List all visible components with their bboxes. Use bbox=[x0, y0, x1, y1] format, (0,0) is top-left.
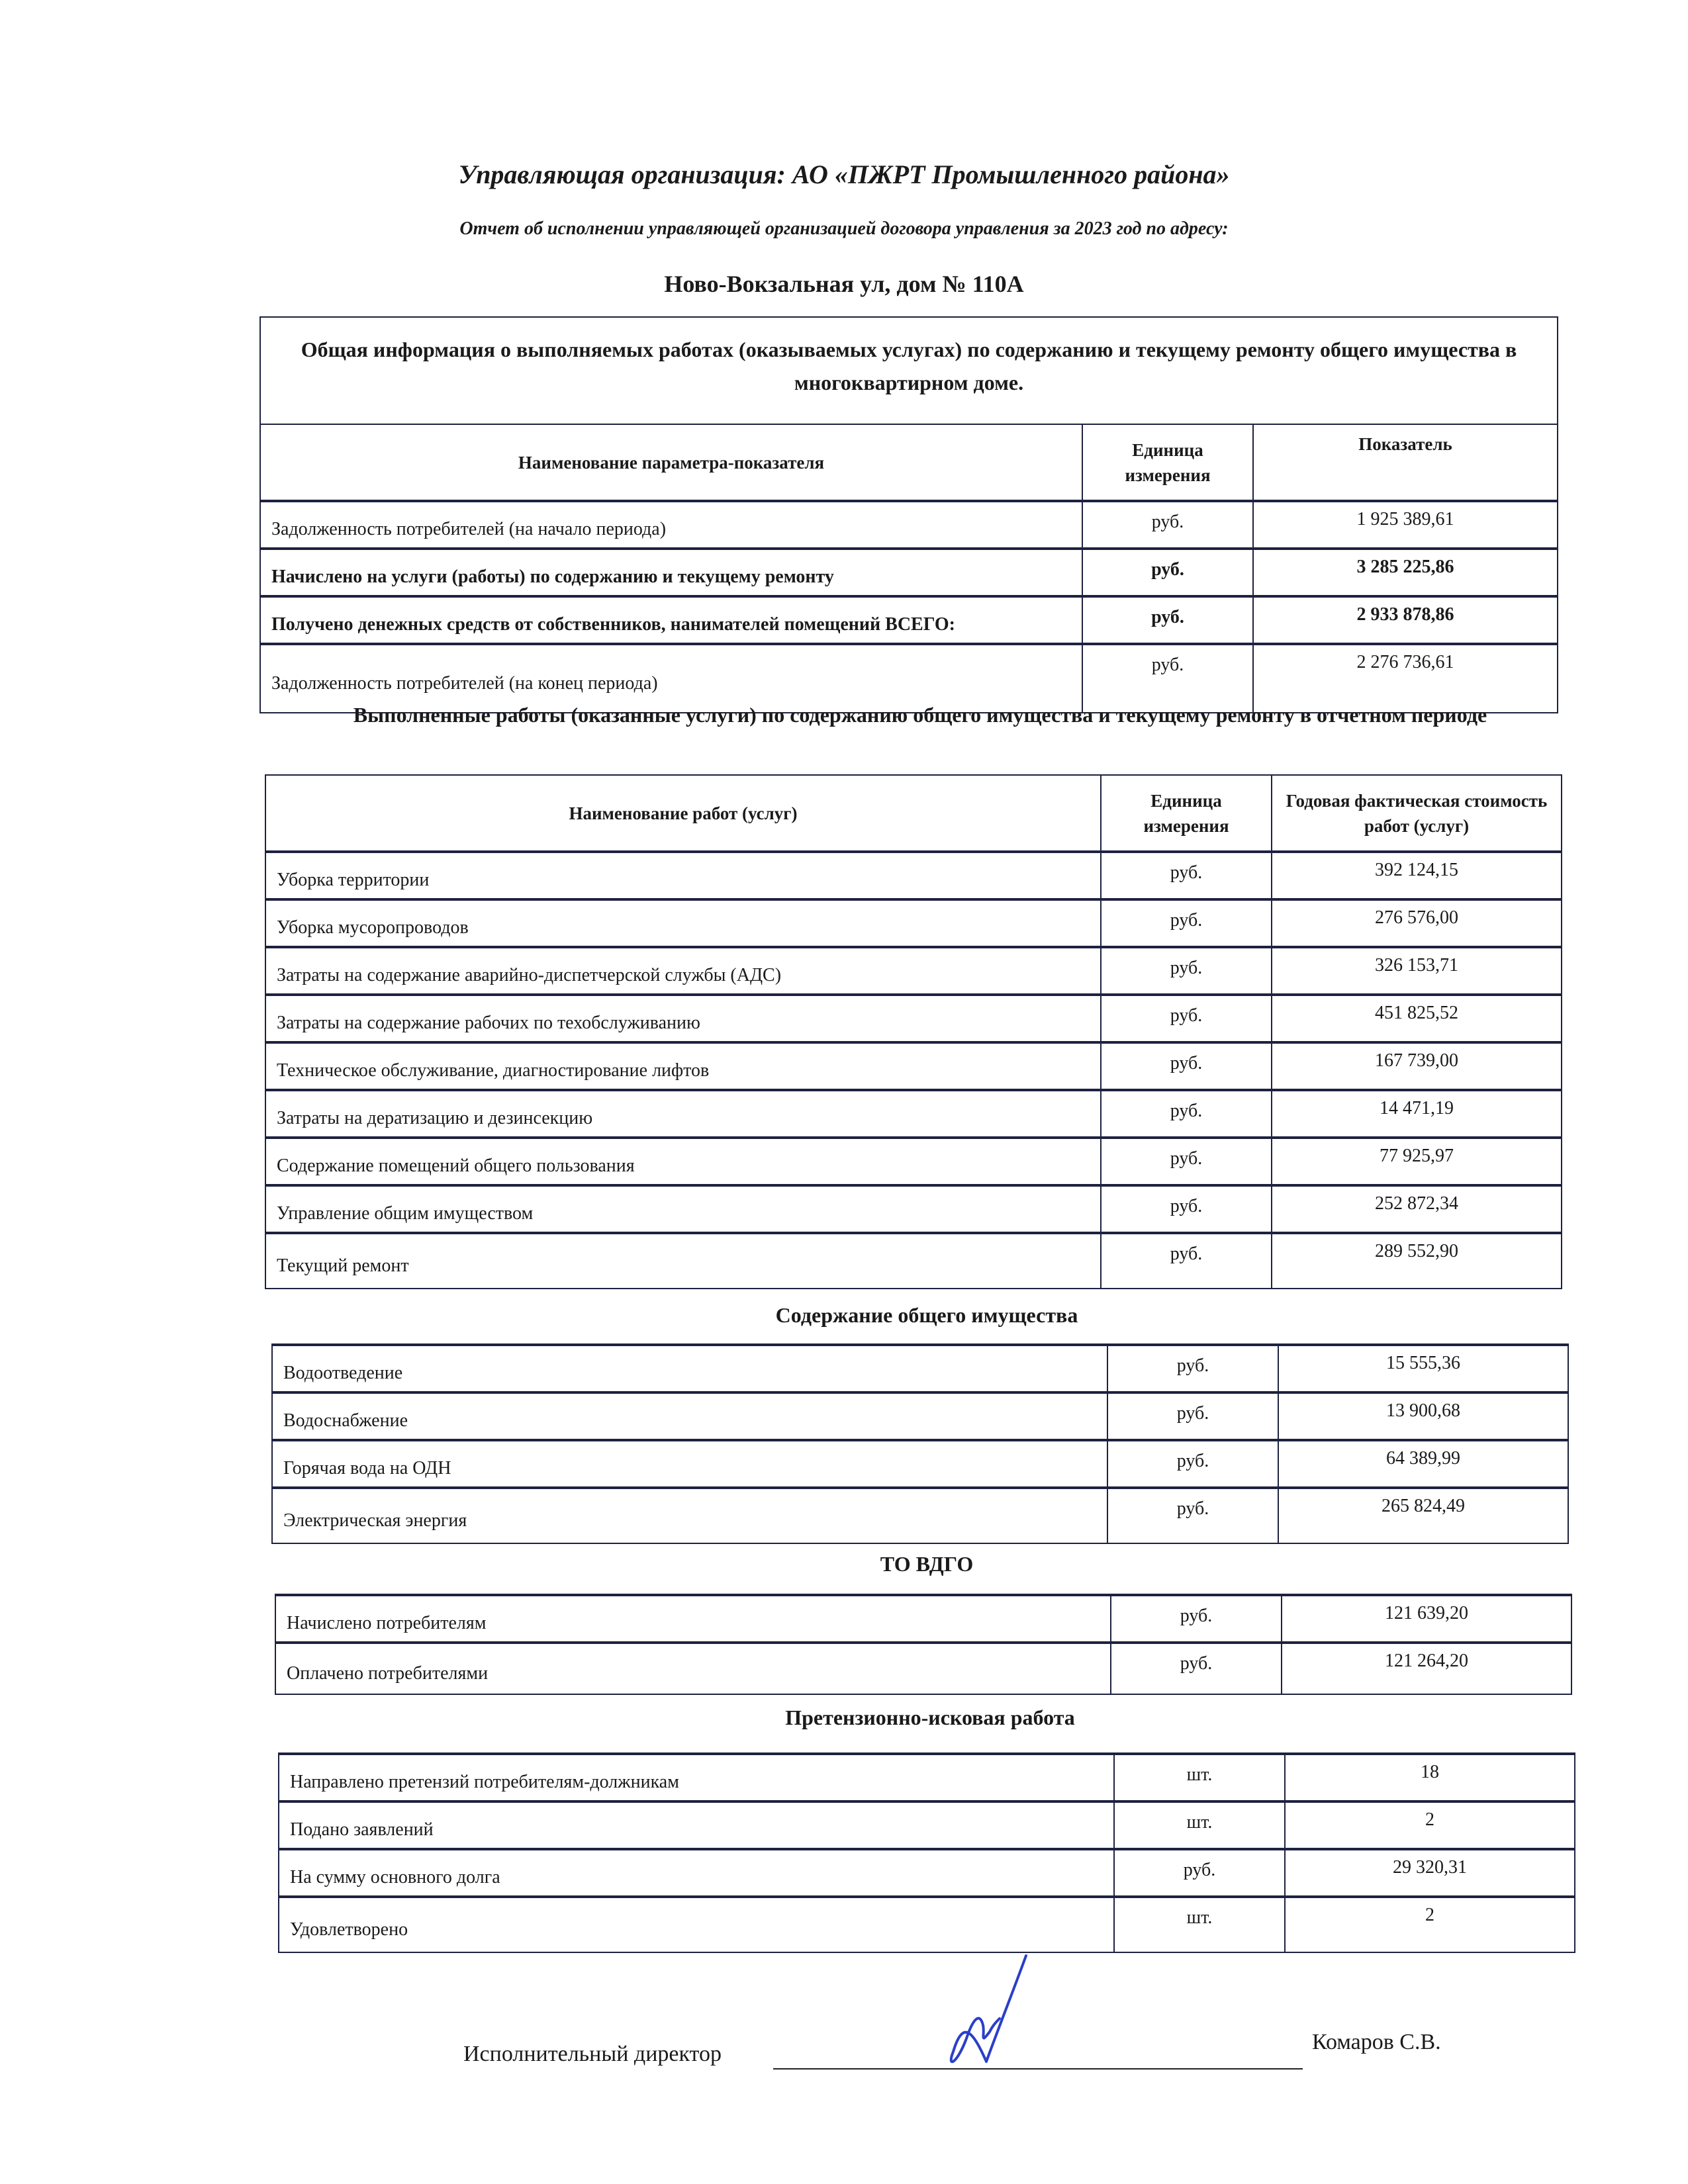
row-unit: руб. bbox=[1101, 1185, 1272, 1233]
common-property-section-heading: Содержание общего имущества bbox=[775, 1303, 1078, 1327]
row-name: Уборка территории bbox=[265, 852, 1101, 899]
table-row bbox=[260, 501, 1558, 549]
row-value: 289 552,90 bbox=[1272, 1233, 1562, 1289]
table-row bbox=[265, 1090, 1562, 1138]
row-value: 1 925 389,61 bbox=[1253, 501, 1558, 549]
row-unit: руб. bbox=[1111, 1595, 1282, 1643]
row-unit: шт. bbox=[1114, 1897, 1285, 1952]
row-value: 2 933 878,86 bbox=[1253, 596, 1558, 644]
row-value: 13 900,68 bbox=[1278, 1392, 1568, 1440]
general-info-header-row bbox=[260, 424, 1558, 501]
row-name: Текущий ремонт bbox=[265, 1233, 1101, 1289]
row-value: 2 bbox=[1285, 1897, 1575, 1952]
row-value: 15 555,36 bbox=[1278, 1345, 1568, 1392]
row-name: Начислено на услуги (работы) по содержанию и текущему ремонту bbox=[260, 549, 1082, 596]
row-unit: руб. bbox=[1101, 1233, 1272, 1289]
works-header-row bbox=[265, 775, 1562, 852]
row-name: Затраты на содержание аварийно-диспетчерской службы (АДС) bbox=[265, 947, 1101, 995]
signature-line bbox=[773, 2068, 1303, 2070]
row-value: 265 824,49 bbox=[1278, 1488, 1568, 1543]
column-header-work-name: Наименование работ (услуг) bbox=[265, 775, 1101, 852]
row-name: Горячая вода на ОДН bbox=[272, 1440, 1107, 1488]
row-value: 392 124,15 bbox=[1272, 852, 1562, 899]
table-row bbox=[265, 899, 1562, 947]
table-row bbox=[260, 596, 1558, 644]
row-name: Электрическая энергия bbox=[272, 1488, 1107, 1543]
table-row bbox=[279, 1754, 1575, 1801]
row-name: Уборка мусоропроводов bbox=[265, 899, 1101, 947]
table-row bbox=[279, 1897, 1575, 1952]
column-header-parameter: Наименование параметра-показателя bbox=[260, 424, 1082, 501]
signatory-position: Исполнительный директор bbox=[463, 2042, 722, 2066]
table-row bbox=[265, 1233, 1562, 1289]
vdgo-section-heading: ТО ВДГО bbox=[880, 1552, 974, 1576]
table-row bbox=[279, 1849, 1575, 1897]
row-name: Затраты на содержание рабочих по техобслуживанию bbox=[265, 995, 1101, 1042]
column-header-value: Показатель bbox=[1253, 424, 1558, 501]
row-unit: руб. bbox=[1101, 1042, 1272, 1090]
table-row bbox=[272, 1345, 1568, 1392]
table-row bbox=[265, 1042, 1562, 1090]
column-header-unit: Единица измерения bbox=[1101, 775, 1272, 852]
column-header-annual-cost: Годовая фактическая стоимость работ (услуг) bbox=[1272, 775, 1562, 852]
address-heading: Ново-Вокзальная ул, дом № 110А bbox=[664, 271, 1024, 297]
row-name: Подано заявлений bbox=[279, 1801, 1114, 1849]
row-value: 121 639,20 bbox=[1282, 1595, 1571, 1643]
row-value: 3 285 225,86 bbox=[1253, 549, 1558, 596]
row-unit: руб. bbox=[1107, 1345, 1278, 1392]
row-name: Удовлетворено bbox=[279, 1897, 1114, 1952]
column-header-unit: Единица измерения bbox=[1082, 424, 1253, 501]
row-name: Направлено претензий потребителям-должникам bbox=[279, 1754, 1114, 1801]
row-unit: шт. bbox=[1114, 1754, 1285, 1801]
vdgo-table bbox=[275, 1594, 1572, 1695]
row-name: Задолженность потребителей (на конец периода) bbox=[260, 644, 1082, 713]
table-row bbox=[265, 995, 1562, 1042]
row-name: Оплачено потребителями bbox=[275, 1643, 1111, 1694]
claims-section-heading: Претензионно-исковая работа bbox=[785, 1706, 1075, 1729]
row-name: Техническое обслуживание, диагностирование лифтов bbox=[265, 1042, 1101, 1090]
row-unit: руб. bbox=[1101, 899, 1272, 947]
works-table bbox=[265, 774, 1562, 1289]
row-unit: руб. bbox=[1082, 644, 1253, 713]
organization-title: Управляющая организация: АО «ПЖРТ Промышленного района» bbox=[458, 159, 1230, 189]
row-unit: руб. bbox=[1101, 1138, 1272, 1185]
table-row bbox=[272, 1440, 1568, 1488]
row-unit: руб. bbox=[1101, 947, 1272, 995]
table-row bbox=[265, 1185, 1562, 1233]
table-row bbox=[272, 1488, 1568, 1543]
row-value: 77 925,97 bbox=[1272, 1138, 1562, 1185]
table-row bbox=[275, 1643, 1571, 1694]
row-name: Получено денежных средств от собственников, нанимателей помещений ВСЕГО: bbox=[260, 596, 1082, 644]
row-name: Начислено потребителям bbox=[275, 1595, 1111, 1643]
table-row bbox=[265, 1138, 1562, 1185]
row-name: Управление общим имуществом bbox=[265, 1185, 1101, 1233]
row-name: Затраты на дератизацию и дезинсекцию bbox=[265, 1090, 1101, 1138]
row-unit: руб. bbox=[1101, 995, 1272, 1042]
row-value: 121 264,20 bbox=[1282, 1643, 1571, 1694]
row-name: Содержание помещений общего пользования bbox=[265, 1138, 1101, 1185]
claims-table bbox=[278, 1752, 1575, 1953]
common-property-table bbox=[271, 1343, 1569, 1544]
row-name: Задолженность потребителей (на начало периода) bbox=[260, 501, 1082, 549]
row-unit: руб. bbox=[1082, 549, 1253, 596]
row-value: 14 471,19 bbox=[1272, 1090, 1562, 1138]
row-unit: руб. bbox=[1111, 1643, 1282, 1694]
row-unit: руб. bbox=[1107, 1488, 1278, 1543]
row-unit: руб. bbox=[1107, 1440, 1278, 1488]
table-row bbox=[279, 1801, 1575, 1849]
row-name: На сумму основного долга bbox=[279, 1849, 1114, 1897]
row-value: 2 276 736,61 bbox=[1253, 644, 1558, 713]
table-row bbox=[272, 1392, 1568, 1440]
row-unit: руб. bbox=[1101, 1090, 1272, 1138]
row-unit: шт. bbox=[1114, 1801, 1285, 1849]
signatory-name: Комаров С.В. bbox=[1312, 2030, 1441, 2054]
table-row bbox=[275, 1595, 1571, 1643]
row-name: Водоснабжение bbox=[272, 1392, 1107, 1440]
row-name: Водоотведение bbox=[272, 1345, 1107, 1392]
row-value: 29 320,31 bbox=[1285, 1849, 1575, 1897]
table-row bbox=[265, 947, 1562, 995]
report-subtitle: Отчет об исполнении управляющей организацией договора управления за 2023 год по адресу: bbox=[459, 218, 1229, 239]
row-value: 451 825,52 bbox=[1272, 995, 1562, 1042]
row-unit: руб. bbox=[1107, 1392, 1278, 1440]
row-value: 18 bbox=[1285, 1754, 1575, 1801]
signature-row bbox=[463, 2030, 1456, 2081]
general-info-title: Общая информация о выполняемых работах (оказываемых услугах) по содержанию и текущему ремонту общего имущества в многоквартирном доме. bbox=[260, 317, 1558, 424]
row-unit: руб. bbox=[1082, 596, 1253, 644]
row-unit: руб. bbox=[1114, 1849, 1285, 1897]
row-value: 276 576,00 bbox=[1272, 899, 1562, 947]
row-value: 326 153,71 bbox=[1272, 947, 1562, 995]
row-unit: руб. bbox=[1101, 852, 1272, 899]
general-info-title-row bbox=[260, 317, 1558, 424]
table-row bbox=[265, 852, 1562, 899]
table-row bbox=[260, 549, 1558, 596]
row-unit: руб. bbox=[1082, 501, 1253, 549]
works-section-heading: Выполненные работы (оказанные услуги) по содержанию общего имущества и текущему ремонту в отчетном периоде bbox=[353, 703, 1487, 727]
row-value: 167 739,00 bbox=[1272, 1042, 1562, 1090]
general-info-table bbox=[259, 316, 1558, 713]
row-value: 64 389,99 bbox=[1278, 1440, 1568, 1488]
row-value: 2 bbox=[1285, 1801, 1575, 1849]
row-value: 252 872,34 bbox=[1272, 1185, 1562, 1233]
